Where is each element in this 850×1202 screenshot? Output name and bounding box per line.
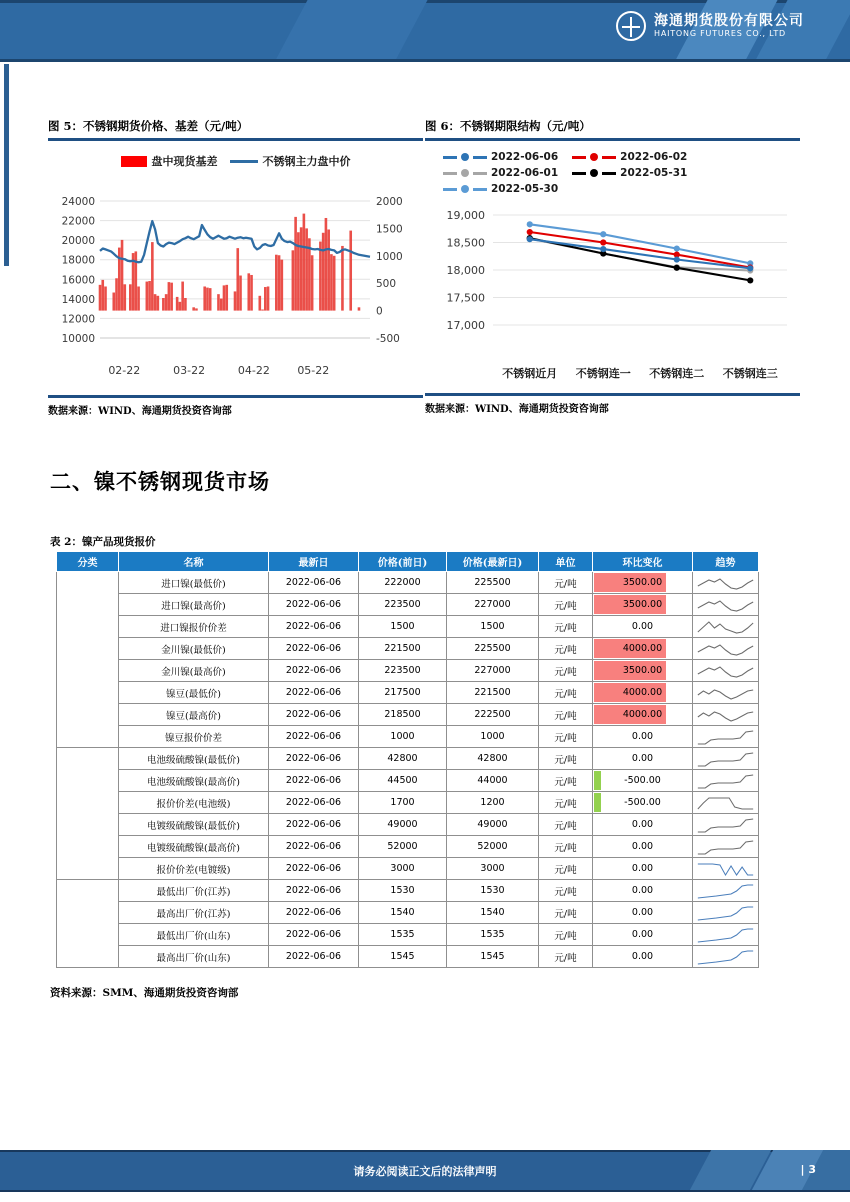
table-cell-change bbox=[593, 836, 693, 858]
svg-text:16000: 16000 bbox=[61, 274, 95, 287]
page-header bbox=[0, 0, 850, 62]
svg-text:17,500: 17,500 bbox=[446, 291, 485, 305]
change-value: 0.00 bbox=[631, 863, 654, 874]
legend-item-price bbox=[230, 153, 351, 169]
table-cell-num: 1530 bbox=[359, 880, 447, 902]
table-cell-num: 2022-06-06 bbox=[269, 902, 359, 924]
svg-text:1000: 1000 bbox=[376, 250, 403, 263]
table-cell-name: 金川镍(最高价) bbox=[119, 660, 269, 682]
table-cell-unit: 元/吨 bbox=[539, 748, 593, 770]
change-value: 0.00 bbox=[631, 951, 654, 962]
table-cell-num: 42800 bbox=[359, 748, 447, 770]
table-row bbox=[57, 726, 759, 748]
table-header-row bbox=[57, 552, 759, 572]
table-cell-name: 进口镍报价价差 bbox=[119, 616, 269, 638]
svg-text:22000: 22000 bbox=[61, 215, 95, 228]
table-cell-num: 52000 bbox=[447, 836, 539, 858]
table-cell-num: 3000 bbox=[359, 858, 447, 880]
table-cell-unit: 元/吨 bbox=[539, 924, 593, 946]
table-cell-unit: 元/吨 bbox=[539, 594, 593, 616]
legend-item-basis bbox=[121, 153, 218, 169]
table-cell-change bbox=[593, 770, 693, 792]
table-cell-name: 电池级硫酸镍(最低价) bbox=[119, 748, 269, 770]
table-cell-trend bbox=[693, 594, 759, 616]
table-row bbox=[57, 836, 759, 858]
trend-sparkline-icon bbox=[696, 859, 755, 879]
change-value: 3500.00 bbox=[622, 665, 663, 676]
legend-item-2022-06-01 bbox=[443, 167, 558, 179]
table-row bbox=[57, 770, 759, 792]
figure-6-title: 图 6：不锈钢期限结构（元/吨） bbox=[425, 119, 591, 133]
trend-sparkline-icon bbox=[696, 595, 755, 615]
change-value: 0.00 bbox=[631, 621, 654, 632]
figure-6-top-rule bbox=[425, 138, 800, 141]
table-cell-num: 2022-06-06 bbox=[269, 836, 359, 858]
change-value: 0.00 bbox=[631, 753, 654, 764]
figure-5-bottom-rule bbox=[48, 395, 423, 398]
table-source: 资料来源：SMM、海通期货投资咨询部 bbox=[50, 987, 239, 999]
table-cell-num: 2022-06-06 bbox=[269, 660, 359, 682]
table-cell-change bbox=[593, 726, 693, 748]
table-cell-num: 2022-06-06 bbox=[269, 770, 359, 792]
change-value: 0.00 bbox=[631, 819, 654, 830]
table-col-header-1: 名称 bbox=[119, 552, 269, 572]
table-col-header-2: 最新日 bbox=[269, 552, 359, 572]
table-col-header-5: 单位 bbox=[539, 552, 593, 572]
header-bottom-rule bbox=[0, 59, 850, 62]
legend-label: 2022-06-06 bbox=[491, 151, 559, 163]
table-row bbox=[57, 880, 759, 902]
legend-item-2022-06-02 bbox=[572, 151, 687, 163]
svg-text:17,000: 17,000 bbox=[446, 319, 485, 332]
table-cell-unit: 元/吨 bbox=[539, 880, 593, 902]
table-cell-unit: 元/吨 bbox=[539, 638, 593, 660]
table-cell-num: 217500 bbox=[359, 682, 447, 704]
table-cell-unit: 元/吨 bbox=[539, 946, 593, 968]
table-category-硫酸镍: 硫酸镍 bbox=[57, 748, 119, 880]
table-cell-unit: 元/吨 bbox=[539, 616, 593, 638]
trend-sparkline-icon bbox=[696, 771, 755, 791]
svg-text:2000: 2000 bbox=[376, 196, 403, 208]
table-col-header-0: 分类 bbox=[57, 552, 119, 572]
table-row bbox=[57, 704, 759, 726]
company-name-en: HAITONG FUTURES CO., LTD bbox=[654, 29, 786, 39]
table-cell-name: 镍豆报价价差 bbox=[119, 726, 269, 748]
trend-sparkline-icon bbox=[696, 749, 755, 769]
figure-6-legend bbox=[425, 151, 800, 195]
table-cell-trend bbox=[693, 726, 759, 748]
trend-sparkline-icon bbox=[696, 837, 755, 857]
legend-item-2022-05-31 bbox=[572, 167, 687, 179]
table-cell-change bbox=[593, 704, 693, 726]
table-body bbox=[57, 572, 759, 968]
legend-marker-icon bbox=[590, 169, 598, 177]
table-row bbox=[57, 616, 759, 638]
table-cell-num: 2022-06-06 bbox=[269, 946, 359, 968]
table-cell-change bbox=[593, 572, 693, 594]
table-cell-num: 1540 bbox=[447, 902, 539, 924]
svg-text:-500: -500 bbox=[376, 333, 400, 345]
figure-5-chart bbox=[48, 153, 423, 393]
table-cell-trend bbox=[693, 638, 759, 660]
table-cell-num: 2022-06-06 bbox=[269, 924, 359, 946]
table-cell-name: 电镀级硫酸镍(最低价) bbox=[119, 814, 269, 836]
table-cell-name: 最低出厂价(江苏) bbox=[119, 880, 269, 902]
table-cell-unit: 元/吨 bbox=[539, 704, 593, 726]
table-cell-num: 1000 bbox=[447, 726, 539, 748]
company-logo bbox=[616, 11, 804, 41]
table-cell-name: 金川镍(最低价) bbox=[119, 638, 269, 660]
legend-marker-icon bbox=[590, 153, 598, 161]
change-value: 0.00 bbox=[631, 907, 654, 918]
table-cell-num: 2022-06-06 bbox=[269, 616, 359, 638]
trend-sparkline-icon bbox=[696, 727, 755, 747]
figure-6-bottom-rule bbox=[425, 393, 800, 396]
table-cell-num: 2022-06-06 bbox=[269, 792, 359, 814]
table-cell-num: 1500 bbox=[447, 616, 539, 638]
table-cell-num: 2022-06-06 bbox=[269, 638, 359, 660]
svg-text:不锈钢连一: 不锈钢连一 bbox=[575, 367, 631, 380]
table-row bbox=[57, 572, 759, 594]
table-cell-num: 2022-06-06 bbox=[269, 594, 359, 616]
table-row bbox=[57, 594, 759, 616]
trend-sparkline-icon bbox=[696, 639, 755, 659]
svg-text:1500: 1500 bbox=[376, 223, 403, 236]
table-cell-num: 222000 bbox=[359, 572, 447, 594]
change-value: 3500.00 bbox=[622, 577, 663, 588]
table-cell-unit: 元/吨 bbox=[539, 836, 593, 858]
table-cell-trend bbox=[693, 770, 759, 792]
table-cell-unit: 元/吨 bbox=[539, 792, 593, 814]
figure-5-legend bbox=[48, 153, 423, 169]
table-cell-num: 1000 bbox=[359, 726, 447, 748]
trend-sparkline-icon bbox=[696, 705, 755, 725]
table-cell-trend bbox=[693, 682, 759, 704]
table-cell-num: 2022-06-06 bbox=[269, 726, 359, 748]
legend-label: 2022-05-30 bbox=[491, 183, 559, 195]
svg-text:03-22: 03-22 bbox=[173, 364, 206, 377]
legend-line-icon bbox=[602, 172, 616, 175]
table-cell-change bbox=[593, 660, 693, 682]
table-col-header-4: 价格(最新日) bbox=[447, 552, 539, 572]
svg-text:不锈钢连二: 不锈钢连二 bbox=[649, 367, 705, 380]
table-cell-change bbox=[593, 946, 693, 968]
haitong-logo-icon bbox=[616, 11, 646, 41]
change-value: 4000.00 bbox=[622, 643, 663, 654]
table-cell-num: 1500 bbox=[359, 616, 447, 638]
svg-text:18,000: 18,000 bbox=[446, 264, 485, 277]
table-row bbox=[57, 660, 759, 682]
bar-swatch-icon bbox=[121, 156, 147, 167]
table-cell-name: 电池级硫酸镍(最高价) bbox=[119, 770, 269, 792]
table-cell-num: 223500 bbox=[359, 660, 447, 682]
table-cell-unit: 元/吨 bbox=[539, 726, 593, 748]
table-row bbox=[57, 946, 759, 968]
table-cell-num: 2022-06-06 bbox=[269, 682, 359, 704]
table-cell-num: 225500 bbox=[447, 638, 539, 660]
figure-6-source: 数据来源：WIND、海通期货投资咨询部 bbox=[425, 403, 609, 415]
table-cell-trend bbox=[693, 858, 759, 880]
change-value: -500.00 bbox=[624, 797, 661, 808]
svg-text:不锈钢连三: 不锈钢连三 bbox=[722, 367, 778, 380]
table-cell-num: 49000 bbox=[447, 814, 539, 836]
table-cell-name: 进口镍(最高价) bbox=[119, 594, 269, 616]
trend-sparkline-icon bbox=[696, 683, 755, 703]
table-cell-num: 2022-06-06 bbox=[269, 704, 359, 726]
svg-text:18000: 18000 bbox=[61, 254, 95, 267]
table-cell-unit: 元/吨 bbox=[539, 682, 593, 704]
svg-text:19,000: 19,000 bbox=[446, 209, 485, 222]
table-row bbox=[57, 638, 759, 660]
figure-6-panel bbox=[425, 118, 800, 415]
table-row bbox=[57, 924, 759, 946]
table-cell-num: 1200 bbox=[447, 792, 539, 814]
legend-line-icon bbox=[602, 156, 616, 159]
change-value: 0.00 bbox=[631, 929, 654, 940]
table-cell-change bbox=[593, 880, 693, 902]
legend-line-icon bbox=[473, 188, 487, 191]
table-category-NPI: NPI bbox=[57, 880, 119, 968]
table-cell-num: 221500 bbox=[447, 682, 539, 704]
table-cell-unit: 元/吨 bbox=[539, 770, 593, 792]
table-col-header-3: 价格(前日) bbox=[359, 552, 447, 572]
legend-item-2022-06-06 bbox=[443, 151, 558, 163]
table-cell-num: 2022-06-06 bbox=[269, 814, 359, 836]
legend-item-2022-05-30 bbox=[443, 183, 558, 195]
table-cell-name: 镍豆(最高价) bbox=[119, 704, 269, 726]
table-cell-num: 44000 bbox=[447, 770, 539, 792]
change-value: 3500.00 bbox=[622, 599, 663, 610]
table-cell-change bbox=[593, 924, 693, 946]
table-row bbox=[57, 902, 759, 924]
trend-sparkline-icon bbox=[696, 947, 755, 967]
table-col-header-7: 趋势 bbox=[693, 552, 759, 572]
table-cell-num: 2022-06-06 bbox=[269, 880, 359, 902]
trend-sparkline-icon bbox=[696, 793, 755, 813]
nickel-spot-price-table bbox=[56, 551, 759, 968]
table-cell-name: 镍豆(最低价) bbox=[119, 682, 269, 704]
trend-sparkline-icon bbox=[696, 815, 755, 835]
table-cell-trend bbox=[693, 704, 759, 726]
table-cell-unit: 元/吨 bbox=[539, 902, 593, 924]
change-bar-negative bbox=[594, 793, 601, 812]
table-cell-trend bbox=[693, 902, 759, 924]
table-cell-trend bbox=[693, 946, 759, 968]
figure-5-plot bbox=[48, 193, 423, 388]
table-row bbox=[57, 858, 759, 880]
table-cell-name: 最高出厂价(江苏) bbox=[119, 902, 269, 924]
trend-sparkline-icon bbox=[696, 617, 755, 637]
change-value: -500.00 bbox=[624, 775, 661, 786]
legend-line-icon bbox=[443, 156, 457, 159]
svg-text:不锈钢近月: 不锈钢近月 bbox=[502, 367, 558, 380]
table-cell-num: 223500 bbox=[359, 594, 447, 616]
table-cell-num: 218500 bbox=[359, 704, 447, 726]
footer-notice: 请务必阅读正文后的法律声明 bbox=[353, 1165, 497, 1178]
table-row bbox=[57, 814, 759, 836]
change-value: 0.00 bbox=[631, 841, 654, 852]
svg-text:20000: 20000 bbox=[61, 235, 95, 248]
legend-marker-icon bbox=[461, 153, 469, 161]
table-cell-num: 225500 bbox=[447, 572, 539, 594]
table-cell-num: 2022-06-06 bbox=[269, 748, 359, 770]
figure-6-plot bbox=[425, 203, 800, 388]
table-cell-num: 1545 bbox=[447, 946, 539, 968]
table-cell-num: 52000 bbox=[359, 836, 447, 858]
figure-5-top-rule bbox=[48, 138, 423, 141]
legend-line-icon bbox=[473, 172, 487, 175]
table-cell-trend bbox=[693, 660, 759, 682]
table-cell-change bbox=[593, 814, 693, 836]
table-cell-trend bbox=[693, 924, 759, 946]
table-cell-name: 最低出厂价(山东) bbox=[119, 924, 269, 946]
table-row bbox=[57, 682, 759, 704]
table-cell-change bbox=[593, 902, 693, 924]
table-cell-change bbox=[593, 682, 693, 704]
trend-sparkline-icon bbox=[696, 661, 755, 681]
table-cell-change bbox=[593, 594, 693, 616]
table-cell-change bbox=[593, 638, 693, 660]
trend-sparkline-icon bbox=[696, 903, 755, 923]
table-cell-trend bbox=[693, 616, 759, 638]
table-cell-num: 44500 bbox=[359, 770, 447, 792]
table-cell-trend bbox=[693, 748, 759, 770]
table-cell-trend bbox=[693, 880, 759, 902]
svg-text:0: 0 bbox=[376, 305, 383, 318]
table-cell-change bbox=[593, 858, 693, 880]
table-cell-num: 1535 bbox=[447, 924, 539, 946]
table-cell-num: 227000 bbox=[447, 594, 539, 616]
svg-text:18,500: 18,500 bbox=[446, 236, 485, 250]
table-cell-unit: 元/吨 bbox=[539, 858, 593, 880]
change-value: 0.00 bbox=[631, 885, 654, 896]
table-cell-num: 227000 bbox=[447, 660, 539, 682]
svg-text:10000: 10000 bbox=[61, 333, 95, 345]
svg-text:04-22: 04-22 bbox=[237, 364, 270, 377]
table-cell-name: 报价价差(电池级) bbox=[119, 792, 269, 814]
table-cell-num: 49000 bbox=[359, 814, 447, 836]
legend-label-basis: 盘中现货基差 bbox=[151, 155, 218, 168]
svg-text:24000: 24000 bbox=[61, 196, 95, 208]
company-name-cn: 海通期货股份有限公司 bbox=[654, 13, 804, 30]
table-cell-name: 进口镍(最低价) bbox=[119, 572, 269, 594]
legend-line-icon bbox=[572, 156, 586, 159]
legend-line-icon bbox=[572, 172, 586, 175]
change-value: 4000.00 bbox=[622, 687, 663, 698]
page-footer bbox=[0, 1150, 850, 1192]
table-cell-num: 1700 bbox=[359, 792, 447, 814]
table-cell-num: 3000 bbox=[447, 858, 539, 880]
left-accent-bar bbox=[4, 64, 9, 266]
table-cell-num: 1540 bbox=[359, 902, 447, 924]
table-cell-change bbox=[593, 616, 693, 638]
table-cell-num: 42800 bbox=[447, 748, 539, 770]
line-swatch-icon bbox=[230, 160, 258, 163]
table-cell-unit: 元/吨 bbox=[539, 572, 593, 594]
table-cell-num: 2022-06-06 bbox=[269, 858, 359, 880]
legend-label: 2022-06-02 bbox=[620, 151, 688, 163]
header-chevron-1 bbox=[267, 0, 433, 62]
table-cell-unit: 元/吨 bbox=[539, 814, 593, 836]
table-category-电解镍: 电解镍 bbox=[57, 572, 119, 748]
table-row bbox=[57, 792, 759, 814]
legend-marker-icon bbox=[461, 185, 469, 193]
table-cell-num: 221500 bbox=[359, 638, 447, 660]
table-cell-change bbox=[593, 792, 693, 814]
change-value: 0.00 bbox=[631, 731, 654, 742]
legend-label-price: 不锈钢主力盘中价 bbox=[262, 155, 351, 168]
table-cell-name: 电镀级硫酸镍(最高价) bbox=[119, 836, 269, 858]
svg-text:05-22: 05-22 bbox=[297, 364, 330, 377]
legend-line-icon bbox=[443, 172, 457, 175]
trend-sparkline-icon bbox=[696, 881, 755, 901]
legend-label: 2022-05-31 bbox=[620, 167, 688, 179]
table-row bbox=[57, 748, 759, 770]
legend-label: 2022-06-01 bbox=[491, 167, 559, 179]
table-cell-trend bbox=[693, 814, 759, 836]
table-caption: 表 2：镍产品现货报价 bbox=[50, 536, 156, 548]
legend-line-icon bbox=[443, 188, 457, 191]
svg-text:14000: 14000 bbox=[61, 293, 95, 306]
table-cell-unit: 元/吨 bbox=[539, 660, 593, 682]
table-col-header-6: 环比变化 bbox=[593, 552, 693, 572]
change-value: 4000.00 bbox=[622, 709, 663, 720]
table-cell-name: 最高出厂价(山东) bbox=[119, 946, 269, 968]
table-cell-num: 222500 bbox=[447, 704, 539, 726]
figure-5-panel bbox=[48, 118, 423, 417]
trend-sparkline-icon bbox=[696, 925, 755, 945]
trend-sparkline-icon bbox=[696, 573, 755, 593]
table-cell-num: 1530 bbox=[447, 880, 539, 902]
company-name-block bbox=[654, 13, 804, 38]
table-cell-trend bbox=[693, 572, 759, 594]
table-cell-trend bbox=[693, 792, 759, 814]
figure-5-source: 数据来源：WIND、海通期货投资咨询部 bbox=[48, 405, 232, 417]
svg-text:12000: 12000 bbox=[61, 313, 95, 326]
table-cell-name: 报价价差(电镀级) bbox=[119, 858, 269, 880]
table-cell-num: 1545 bbox=[359, 946, 447, 968]
figure-5-title: 图 5：不锈钢期货价格、基差（元/吨） bbox=[48, 119, 249, 133]
table-cell-trend bbox=[693, 836, 759, 858]
nickel-spot-price-table-wrapper bbox=[56, 551, 758, 968]
footer-bottom-rule bbox=[0, 1190, 850, 1192]
svg-text:02-22: 02-22 bbox=[108, 364, 141, 377]
change-bar-negative bbox=[594, 771, 601, 790]
table-cell-num: 1535 bbox=[359, 924, 447, 946]
section-heading: 二、镍不锈钢现货市场 bbox=[50, 469, 270, 494]
table-cell-num: 2022-06-06 bbox=[269, 572, 359, 594]
svg-text:500: 500 bbox=[376, 278, 397, 291]
figure-6-chart bbox=[425, 151, 800, 391]
legend-marker-icon bbox=[461, 169, 469, 177]
legend-line-icon bbox=[473, 156, 487, 159]
footer-page-number: | 3 bbox=[800, 1163, 816, 1176]
table-cell-change bbox=[593, 748, 693, 770]
